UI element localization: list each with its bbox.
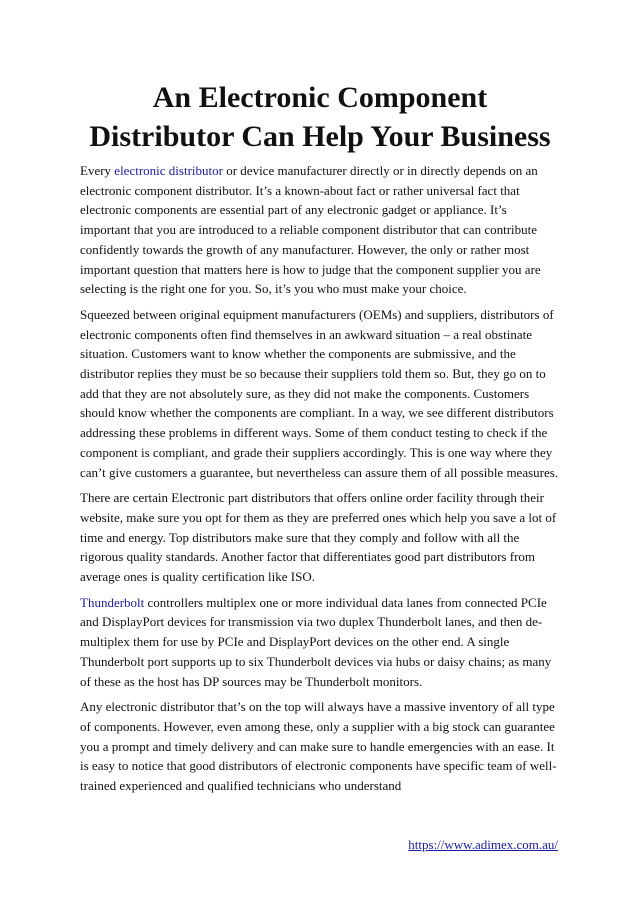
paragraph-5: Any electronic distributor that’s on the top will always have a massive inventory of all type of components. However, even among these, only a supplier with a big stock can guarantee you a prompt and timely delivery and can make sure to handle emergencies with an ease. It is easy to notice that good distributors of electronic components have specific team of well-trained experienced and qualified technicians who understand — [80, 699, 557, 794]
paragraph-3: There are certain Electronic part distributors that offers online order facility through their website, make sure you opt for them as they are preferred ones which help you save a lot of time and energy. Top distributors make sure that they comply and follow with all the rigorous quality standards. Another factor that differentiates good part distributors from average ones is quality certification like ISO. — [80, 490, 557, 585]
electronic-distributor-link[interactable]: electronic distributor — [114, 163, 223, 178]
paragraph-4-text: controllers multiplex one or more individual data lanes from connected PCIe and DisplayPort devices for transmission via two duplex Thunderbolt lanes, and then de-multiplex them for use by PCIe and DisplayPort devices on the other end. A single Thunderbolt port supports up to six Thunderbolt devices via hubs or daisy chains; as many of these as the host has DP sources may be Thunderbolt monitors. — [80, 594, 552, 689]
paragraph-4 — [80, 593, 560, 692]
paragraph-1-lead: Every — [80, 163, 115, 178]
footer-url-link[interactable]: https://www.adimex.com.au/ — [408, 837, 558, 852]
thunderbolt-link[interactable]: Thunderbolt — [80, 594, 145, 610]
paragraph-1-text: or device manufacturer directly or in directly depends on an electronic component distributor. It’s a known-about fact or rather universal fact that electronic components are essential part of any electronic gadget or appliance. It’s important that you are introduced to a reliable component distributor that can contribute confidently towards the growth of any manufacturer. However, the only or rather most important question that matters here is how to judge that the component supplier you are selecting is the right one for you. So, it’s you who must make your choice. — [80, 163, 541, 297]
document-title — [80, 0, 560, 156]
title-line-1: An Electronic Component — [152, 81, 488, 114]
paragraph-1 — [80, 161, 560, 299]
footer — [408, 836, 558, 854]
title-line-2: Distributor Can Help Your Business — [89, 120, 551, 153]
paragraph-2: Squeezed between original equipment manufacturers (OEMs) and suppliers, distributors of electronic components often find themselves in an awkward situation – a real obstinate situation. Customers want to know whether the components are submissive, and the distributor replies they must be so because their suppliers told them so. But, they go on to add that they are not absolutely sure, as they did not make the components. Customers should know whether the components are compliant. In a way, we see different distributors addressing these problems in different ways. Some of them conduct testing to check if the component is compliant, and grade their suppliers accordingly. This is one way where they can’t give customers a guarantee, but nevertheless can assure them of all possible measures. — [80, 306, 559, 480]
